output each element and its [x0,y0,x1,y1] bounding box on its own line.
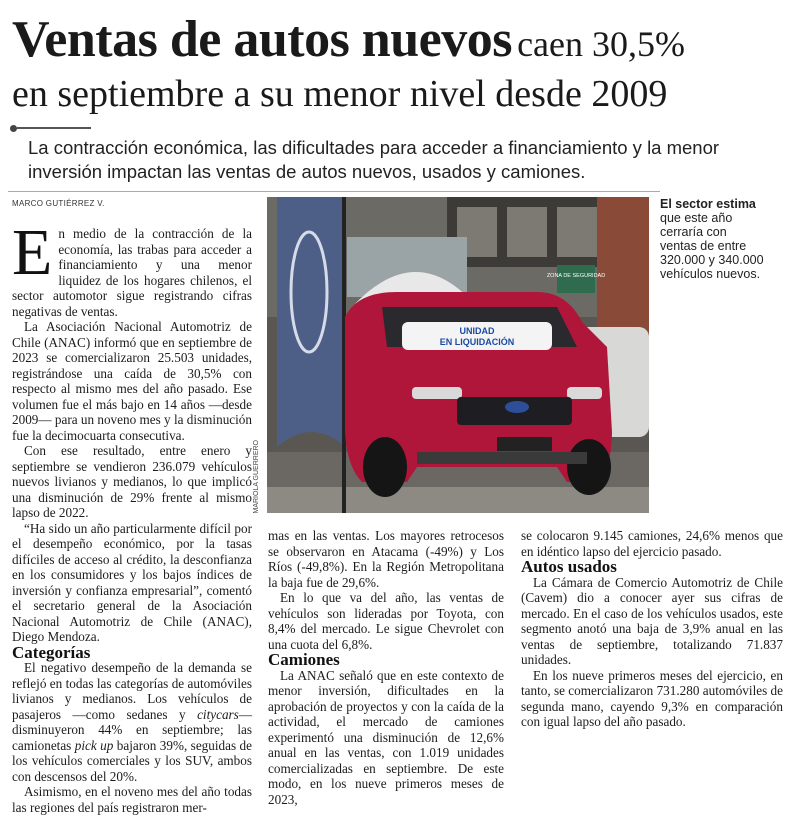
text-italic: citycars [197,706,239,722]
paragraph: La ANAC señaló que en este contexto de menor inversión, dificultades en la aprobación de proyectos y con la caída de la actividad, el mercado de camiones experimentó una disminución de 12,6% anual en las ventas, con 1.019 unidades comercializadas en septiembre. De este modo, en los nueve primeros meses de 2023, [268,667,504,807]
headline-line-2: en septiembre a su menor nivel desde 2009 [12,73,668,115]
drop-cap: E [12,216,53,289]
headline-secondary: caen 30,5% [517,24,685,64]
paragraph: En lo que va del año, las ventas de vehículos son lideradas por Toyota, con 8,4% del mercado. Le sigue Chevrolet con una cuota del 6,8%. [268,590,504,652]
sidebar-lead: El sector estima [660,197,756,211]
paragraph-categorias [12,660,252,784]
text-fragment: — disminuyeron 44% en septiembre; las camionetas [12,706,252,753]
sidebar-note [660,197,764,281]
deck-bullet [10,125,17,132]
article-column-3 [521,528,783,730]
photo-credit: MARIOLA GUERRERO [253,440,260,514]
car-photo-illustration [267,197,649,513]
paragraph-intro-text: n medio de la contracción de la economía, las trabas para acceder a financiamiento y una menor liquidez de los hogares chilenos, el sector automotor sigue registrando cifras negativas de ventas. [12,226,252,319]
text-italic: pick up [74,737,114,753]
text-fragment: El negativo desempeño de la demanda se reflejó en todas las categorías de automóviles livianos y medianos. Los vehículos de pasajeros —como sedanes y [12,660,252,722]
headline-main: Ventas de autos nuevos [12,11,512,68]
sidebar-text: que este año cerraría con ventas de entre 320.000 y 340.000 vehículos nuevos. [660,211,764,281]
article-column-1 [12,216,252,815]
text-fragment: bajaron 39%, seguidas de los vehículos comerciales y los SUV, ambos con descensos del 20%. [12,737,252,784]
divider-short [17,127,91,129]
byline: MARCO GUTIÉRREZ V. [12,199,105,208]
deck-text: La contracción económica, las dificultades para acceder a financiamiento y la menor inversión impactan las ventas de autos nuevos, usados y camiones. [28,137,720,182]
subhead-camiones: Camiones [268,650,340,669]
windshield-sign-line2: EN LIQUIDACIÓN [439,337,515,347]
divider-long [8,191,660,192]
subhead-categorias: Categorías [12,642,91,662]
paragraph: En los nueve primeros meses del ejercicio, en tanto, se comercializaron 731.280 automóviles de segunda mano, cayendo 9,3% en comparación con igual lapso del año pasado. [521,667,783,729]
headline-line-1 [12,11,685,68]
paragraph-continued: se colocaron 9.145 camiones, 24,6% menos que en idéntico lapso del ejercicio pasado. [521,528,783,559]
subhead-usados: Autos usados [521,557,617,576]
paragraph-continued: mas en las ventas. Los mayores retrocesos se observaron en Atacama (-49%) y Los Ríos (-49,8%). En la Región Metropolitana la baja fue de 29,6%. [268,528,504,590]
windshield-sign-line1: UNIDAD [459,326,495,336]
paragraph-intro [12,216,252,319]
street-sign-text: ZONA DE SEGURIDAD [546,273,606,279]
article-column-2 [268,528,504,807]
paragraph: La Asociación Nacional Automotriz de Chile (ANAC) informó que en septiembre de 2023 se comercializaron 25.503 unidades, registrándose una caída de 30,5% con respecto al mismo mes del año pasado. Ese volumen fue el más bajo en 14 años —desde 2009— para un noveno mes y la disminución fue la decimocuarta consecutiva. [12,319,252,443]
article-photo [267,197,649,513]
paragraph: Con ese resultado, entre enero y septiembre se vendieron 236.079 vehículos nuevos livianos y medianos, lo que implicó una disminución de 29% frente al mismo lapso de 2022. [12,443,252,520]
paragraph: “Ha sido un año particularmente difícil por el desempeño económico, por la tasas difíciles de acceso al crédito, la desconfianza en los consumidores y los bajos índices de inversión y confianza empresarial”, comentó el secretario general de la Asociación Nacional Automotriz de Chile (ANAC), Diego Mendoza. [12,520,252,644]
paragraph: La Cámara de Comercio Automotriz de Chile (Cavem) dio a conocer ayer sus cifras de mercado. En el caso de los vehículos usados, este segmento anotó una baja de 3,9% anual en las ventas de septiembre, totalizando 71.837 unidades. [521,574,783,667]
paragraph: Asimismo, en el noveno mes del año todas las regiones del país registraron mer- [12,784,252,815]
